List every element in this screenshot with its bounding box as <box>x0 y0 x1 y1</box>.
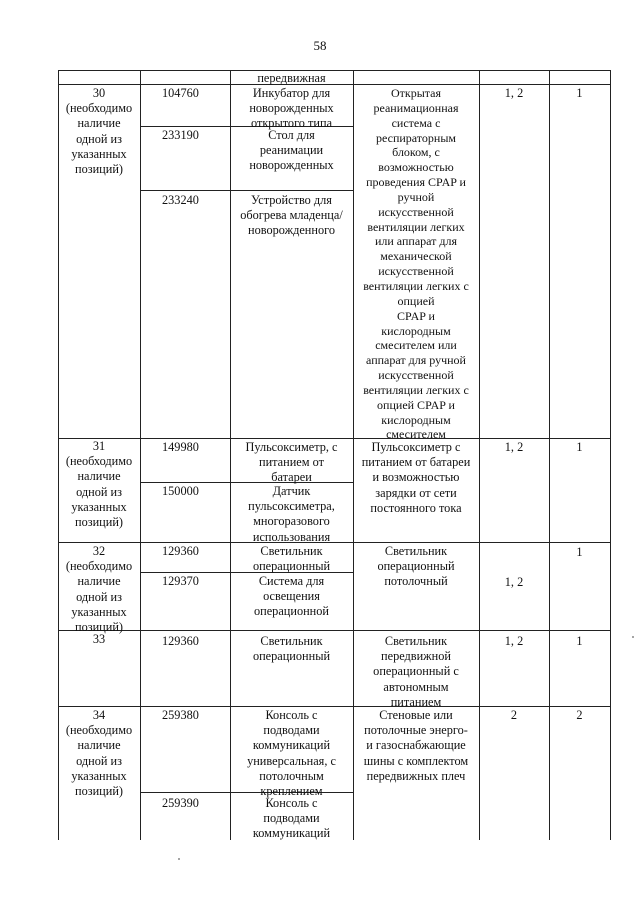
row-border <box>58 630 611 631</box>
group-number: 33 <box>92 632 106 646</box>
group-number: 31 (необходимо наличие одной из указанных позиций) <box>65 439 133 530</box>
item-code: 233240 <box>162 193 199 207</box>
item-device: Светильник операционный <box>252 544 331 574</box>
row-border <box>58 706 611 707</box>
col5-value: 1, 2 <box>504 634 524 648</box>
table-border-right <box>610 70 611 840</box>
group-number: 30 (необходимо наличие одной из указанных позиций) <box>65 86 133 177</box>
group-number: 32 (необходимо наличие одной из указанных позиций) <box>65 544 133 635</box>
item-code: 149980 <box>162 440 199 454</box>
item-device: Светильник операционный <box>252 634 331 664</box>
col6-value: 1 <box>576 440 583 454</box>
item-device: Консоль с подводами коммуникаций <box>252 796 331 841</box>
row-border <box>58 438 611 439</box>
item-code: 259390 <box>162 796 199 810</box>
group-number: 34 (необходимо наличие одной из указанных позиций) <box>65 708 133 799</box>
col5-value: 1, 2 <box>504 575 524 589</box>
item-device: Пульсоксиметр, с питанием от батареи <box>245 440 338 485</box>
item-device: Датчик пульсоксиметра, многоразового использования <box>248 484 335 544</box>
item-device: Консоль с подводами коммуникаций универсальная, с потолочным креплением <box>247 708 336 799</box>
col6-value: 1 <box>576 545 583 559</box>
page-number: 58 <box>313 38 327 53</box>
requirement-description: Открытая реанимационная система с респираторным блоком, с возможностью проведения CPAP и ручной искусственной вентиляции легких или аппарат для механической искусственной вентиляции легких с опцией CPAP и кислородным смесителем или аппарат для ручной искусственной вентиляции легких с опцией CPAP и кислородным смесителем <box>363 86 469 442</box>
col6-value: 1 <box>576 634 583 648</box>
item-code: 150000 <box>162 484 199 498</box>
scan-speck <box>178 858 180 860</box>
requirement-description: Пульсоксиметр с питанием от батареи и возможностью зарядки от сети постоянного тока <box>361 440 471 515</box>
item-code: 129360 <box>162 544 199 558</box>
column-border <box>140 70 141 840</box>
requirement-description: Стеновые или потолочные энерго- и газоснабжающие шины с комплектом передвижных плеч <box>363 708 469 783</box>
item-code: 233190 <box>162 128 199 142</box>
col6-value: 2 <box>576 708 583 722</box>
subrow-border <box>140 190 354 191</box>
item-device: Система для освещения операционной <box>254 574 329 619</box>
scan-speck <box>632 636 634 638</box>
item-device: Инкубатор для новорожденных открытого типа <box>249 86 334 131</box>
item-code: 104760 <box>162 86 199 100</box>
col5-value: 2 <box>510 708 518 722</box>
col6-value: 1 <box>576 86 583 100</box>
col5-value: 1, 2 <box>504 440 524 454</box>
continuation-device: передвижная <box>257 71 326 85</box>
item-code: 129360 <box>162 634 199 648</box>
requirement-description: Светильник операционный потолочный <box>377 544 455 589</box>
item-device: Стол для реанимации новорожденных <box>249 128 334 173</box>
col5-value: 1, 2 <box>504 86 524 100</box>
item-code: 259380 <box>162 708 199 722</box>
item-device: Устройство для обогрева младенца/ новорожденного <box>240 193 343 238</box>
equipment-table <box>58 70 611 850</box>
item-code: 129370 <box>162 574 199 588</box>
requirement-description: Светильник передвижной операционный с автономным питанием <box>373 634 459 709</box>
